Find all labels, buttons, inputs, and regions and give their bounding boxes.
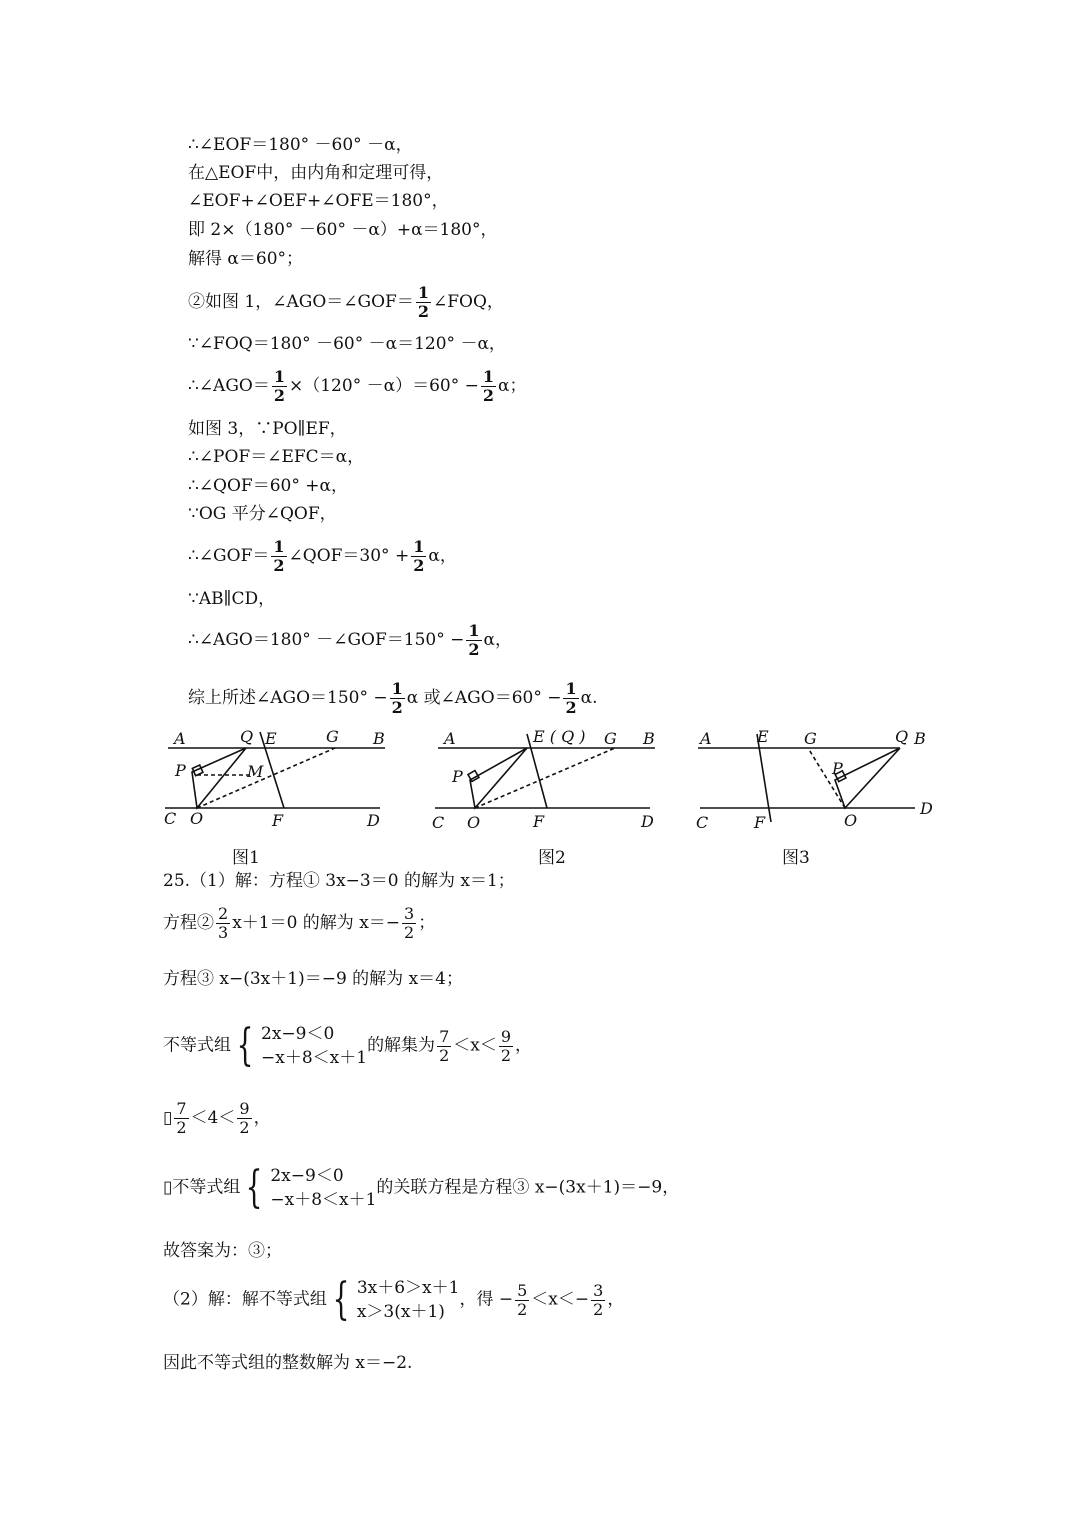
label-c: C [696, 813, 709, 832]
inequality-system: 3x＋6＞x＋1 x＞3(x＋1) [356, 1278, 460, 1322]
text: ∠FOQ， [432, 292, 504, 312]
text: ②如图 1，∠AGO＝∠GOF＝ [188, 292, 414, 312]
line-qof: ∴∠QOF＝60° +α， [188, 476, 348, 496]
fraction-two-thirds: $\frac{2}{3}$ [218, 904, 229, 942]
brace-icon: { [245, 1162, 263, 1213]
text: ∴∠AGO＝180° －∠GOF＝150° − [188, 630, 465, 650]
q25-system1 [163, 1022, 532, 1070]
line-equation: 即 2×（180° －60° －α）+α＝180°， [188, 220, 498, 240]
label-a: A [174, 729, 186, 748]
label-c: C [164, 809, 177, 828]
inequality-system: 2x−9＜0 −x＋8＜x＋1 [261, 1024, 368, 1068]
fraction-nine-halves: $\frac{9}{2}$ [239, 1099, 250, 1137]
q25-eq3: 方程③ x−(3x＋1)＝−9 的解为 x＝4； [163, 969, 463, 989]
fraction-half: $\frac{1}{2}$ [391, 679, 403, 717]
label-d: D [920, 799, 933, 818]
fraction-half: $\frac{1}{2}$ [565, 679, 577, 717]
label-p: P [832, 759, 843, 778]
label-a: A [444, 729, 456, 748]
text: α； [498, 376, 527, 396]
fraction-half: $\frac{1}{2}$ [273, 367, 285, 405]
figure-2 [430, 724, 670, 834]
label-g: G [326, 727, 339, 746]
q25-eq1 [163, 870, 515, 892]
line-fig3: 如图 3，∵PO∥EF， [188, 419, 347, 439]
label-g: G [804, 729, 817, 748]
line-triangle-eof: 在△EOF中，由内角和定理可得， [188, 163, 444, 183]
label-q: Q [895, 727, 909, 746]
text: α. [580, 688, 598, 708]
line-alpha-result: 解得 α＝60°； [188, 249, 304, 269]
q25-check [163, 1100, 271, 1137]
text: ▯不等式组 [163, 1177, 241, 1198]
text: 的关联方程是方程③ x−(3x＋1)＝−9， [376, 1177, 680, 1198]
caption-fig2: 图2 [538, 848, 566, 868]
fraction-nine-halves: $\frac{9}{2}$ [500, 1026, 512, 1065]
text: （2）解：解不等式组 [163, 1289, 327, 1310]
text: ＜x＜ [453, 1035, 497, 1056]
text: ∴∠AGO＝ [188, 376, 270, 396]
label-b: B [914, 729, 926, 748]
text: 25.（1）解：方程① [163, 871, 320, 891]
label-o: O [190, 809, 204, 828]
line-summary [188, 680, 598, 717]
label-p: P [452, 767, 463, 786]
text: 不等式组 [163, 1035, 231, 1056]
label-d: D [367, 811, 380, 830]
text: ， [253, 1108, 271, 1128]
line-pof: ∴∠POF＝∠EFC＝α， [188, 447, 365, 467]
q25-answer: 故答案为：③； [163, 1241, 282, 1261]
brace-icon: { [332, 1274, 350, 1325]
brace-icon: { [236, 1020, 254, 1071]
text: ×（120° －α）＝60° − [289, 376, 479, 396]
label-f: F [754, 813, 766, 832]
label-f: F [272, 811, 284, 830]
label-o: O [467, 813, 481, 832]
label-o: O [844, 811, 858, 830]
text: 3x−3＝0 的解为 x＝1； [325, 871, 515, 891]
line-ago-calc [188, 368, 526, 405]
label-d: D [641, 812, 654, 831]
text: ； [418, 913, 436, 933]
fraction-seven-halves: $\frac{7}{2}$ [439, 1026, 450, 1065]
text: α 或∠AGO＝60° − [406, 688, 562, 708]
fraction-half: $\frac{1}{2}$ [468, 621, 480, 659]
fraction-half: $\frac{1}{2}$ [482, 367, 494, 405]
figure-3 [690, 724, 940, 834]
text: α， [483, 630, 512, 650]
caption-fig1: 图1 [232, 848, 260, 868]
q25-part2 [163, 1276, 624, 1324]
fraction-half: $\frac{1}{2}$ [417, 283, 429, 321]
text: 方程② [163, 913, 214, 933]
text: x＋1＝0 的解为 x＝− [232, 913, 401, 933]
line-gof [188, 538, 457, 575]
text: ＜4＜ [190, 1108, 236, 1128]
label-e-q: E ( Q ) [533, 727, 586, 746]
label-g: G [604, 729, 617, 748]
text: ∴∠GOF＝ [188, 546, 270, 566]
text: α， [428, 546, 457, 566]
label-a: A [700, 729, 712, 748]
label-f: F [533, 812, 545, 831]
q25-related [163, 1164, 679, 1212]
text: ， [607, 1289, 625, 1310]
label-m: M [247, 762, 264, 781]
label-p: P [175, 761, 186, 780]
fraction-five-halves: $\frac{5}{2}$ [517, 1280, 528, 1319]
fraction-three-halves: $\frac{3}{2}$ [593, 1280, 604, 1319]
text: ▯ [163, 1108, 173, 1128]
figure-1 [160, 724, 400, 834]
label-e: E [757, 727, 769, 746]
inequality-system: 2x−9＜0 −x＋8＜x＋1 [270, 1166, 377, 1210]
q25-eq2 [163, 905, 435, 942]
line-og-bisect: ∵OG 平分∠QOF， [188, 504, 337, 524]
text: ，得 − [459, 1289, 514, 1310]
line-angle-sum: ∠EOF+∠OEF+∠OFE＝180°， [188, 191, 449, 211]
fraction-three-halves: $\frac{3}{2}$ [404, 904, 415, 942]
caption-fig3: 图3 [782, 848, 810, 868]
fraction-half: $\frac{1}{2}$ [273, 537, 285, 575]
line-ab-cd: ∵AB∥CD， [188, 589, 276, 609]
label-c: C [432, 813, 445, 832]
label-e: E [265, 729, 277, 748]
fraction-seven-halves: $\frac{7}{2}$ [176, 1099, 187, 1137]
text: 的解集为 [367, 1035, 436, 1056]
line-eof: ∴∠EOF＝180° －60° －α， [188, 135, 413, 155]
text: ＜x＜− [531, 1289, 590, 1310]
label-q: Q [240, 727, 254, 746]
line-fig1-ago [188, 284, 504, 321]
line-foq: ∵∠FOQ＝180° －60° －α＝120° －α， [188, 334, 506, 354]
text: ∠QOF＝30° + [288, 546, 410, 566]
text: 综上所述∠AGO＝150° − [188, 688, 388, 708]
label-b: B [643, 729, 655, 748]
fraction-half: $\frac{1}{2}$ [413, 537, 425, 575]
label-b: B [373, 729, 385, 748]
line-ago-150 [188, 622, 512, 659]
q25-integer-solution: 因此不等式组的整数解为 x＝−2. [163, 1353, 413, 1373]
text: ， [515, 1035, 533, 1056]
